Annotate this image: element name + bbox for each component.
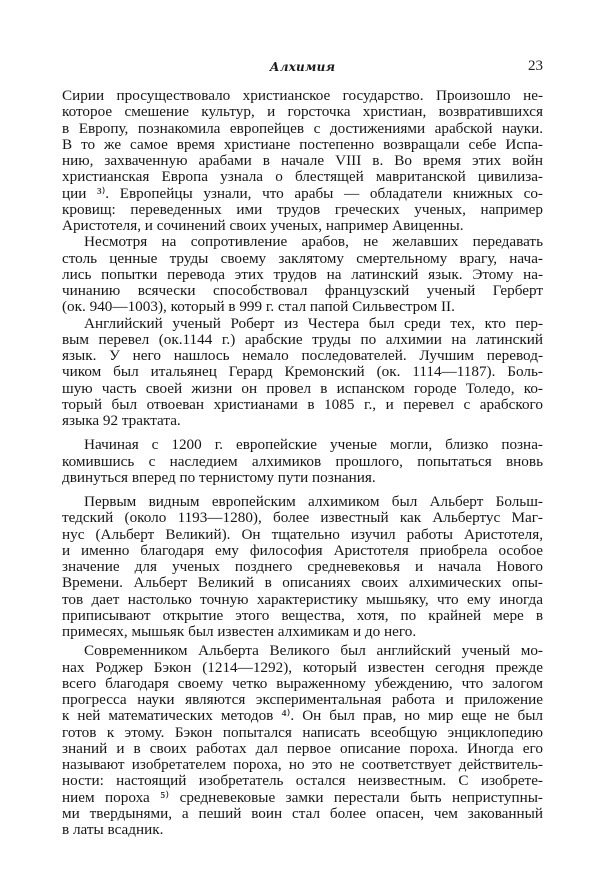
text-line: в Европу, познакомила европейцев с достижениями арабской науки. <box>62 119 543 137</box>
text-line: Сирии просуществовало христианское государство. Произошло не- <box>62 87 543 104</box>
text-line: Начиная с 1200 г. европейские ученые могли, близко позна- <box>84 436 543 454</box>
text-line: В то же самое время христиане постепенно возвращали себе Испа- <box>62 135 543 153</box>
text-line: Аристотеля, и сочинений своих ученых, например Авиценны. <box>62 217 464 234</box>
text-line: называют изобретателем пороха, но это не соответствует действитель- <box>62 756 543 773</box>
text-line: к ней математических методов ⁴⁾. Он был прав, но мир еще не был <box>62 707 543 725</box>
text-line: Первым видным европейским алхимиком был Альберт Больш- <box>84 493 543 510</box>
paragraph <box>62 494 543 640</box>
text-line: (ок. 940—1003), который в 999 г. стал папой Сильвестром II. <box>62 298 455 316</box>
text-line: столь ценные труды своему заклятому смертельному врагу, нача- <box>62 249 543 267</box>
text-line: всего благодаря своему четко выраженному убеждению, что залогом <box>62 674 543 692</box>
text-line: тов дает настолько точную характеристику мышьяку, что ему иногда <box>62 590 543 608</box>
text-line: нус (Альберт Великий). Он тщательно изучил работы Аристотеля, <box>62 525 543 543</box>
text-line: примесях, мышьяк был известен алхимикам и до него. <box>62 623 417 640</box>
text-line: двинуться вперед по тернистому пути познания. <box>62 468 376 486</box>
text-line: приписывают открытие этого вещества, хотя, по крайней мере в <box>62 606 543 624</box>
text-line: ции ³⁾. Европейцы узнали, что арабы — обладатели книжных со- <box>62 184 543 202</box>
paragraph <box>62 643 543 838</box>
text-line: которое смешение культур, и горсточка христиан, возвратившихся <box>62 103 543 121</box>
text-line: нию, захваченную арабами в начале VIII в. Во время этих войн <box>62 152 543 169</box>
text-line: знаний и в своих работах дал первое описание пороха. Иногда его <box>62 739 543 757</box>
text-line: чиком был итальянец Герард Кремонский (ок. 1114—1187). Боль- <box>62 363 543 381</box>
paragraph <box>62 88 543 234</box>
paragraph <box>62 316 543 430</box>
text-line: Современником Альберта Великого был английский ученый мо- <box>84 642 543 660</box>
text-line: значение для ученых позднего средневековья и начала Нового <box>62 558 543 575</box>
text-line: языка 92 трактата. <box>62 412 181 429</box>
text-line: нах Роджер Бэкон (1214—1292), который известен сегодня прежде <box>62 658 543 676</box>
text-line: нием пороха ⁵⁾ средневековые замки перестали быть неприступны- <box>62 788 543 806</box>
text-line: и именно благодаря ему философия Аристотеля приобрела особое <box>62 541 543 559</box>
text-line: ми твердынями, а пеший воин стал более опасен, чем закованный <box>62 804 543 822</box>
text-line: лись попытки перевода этих трудов на латинский язык. Этому на- <box>62 265 543 283</box>
text-line: чинанию всячески способствовал французский ученый Герберт <box>62 282 543 299</box>
text-line: Времени. Альберт Великий в описаниях своих алхимических опы- <box>62 574 543 592</box>
text-line: тедский (около 1193—1280), более известный как Альбертус Маг- <box>62 509 543 527</box>
text-line: вым перевел (ок.1144 г.) арабские труды по алхимии на латинский <box>62 330 543 348</box>
paragraph <box>62 437 543 486</box>
text-line: Английский ученый Роберт из Честера был среди тех, кто пер- <box>84 314 543 332</box>
text-line: в латы всадник. <box>62 821 164 838</box>
text-line: Несмотря на сопротивление арабов, не желавших передавать <box>84 233 543 251</box>
text-line: язык. У него нашлось немало последователей. Лучшим перевод- <box>62 347 543 364</box>
text-line: готов к этому. Бэкон попытался написать всеобщую энциклопедию <box>62 723 543 741</box>
paragraph <box>62 234 543 315</box>
body-text <box>62 88 543 838</box>
text-line: кровищ: переведенных ими трудов греческих ученых, например <box>62 200 543 218</box>
text-line: ности: настоящий изобретатель остался неизвестным. С изобрете- <box>62 772 543 790</box>
text-line: христианская Европа узнала о блестящей мавританской цивилиза- <box>62 168 543 186</box>
text-line: прогресса науки являются экспериментальная работа и приложение <box>62 691 543 708</box>
running-head <box>62 58 543 76</box>
text-line: шую часть своей жизни он провел в испанском городе Толедо, ко- <box>62 379 543 397</box>
text-line: торый был отвоеван христианами в 1085 г., и перевел с арабского <box>62 395 543 413</box>
chapter-title: Алхимия <box>269 60 336 74</box>
page-number: 23 <box>528 58 543 74</box>
text-line: комившись с наследием алхимиков прошлого, попытаться вновь <box>62 452 543 470</box>
